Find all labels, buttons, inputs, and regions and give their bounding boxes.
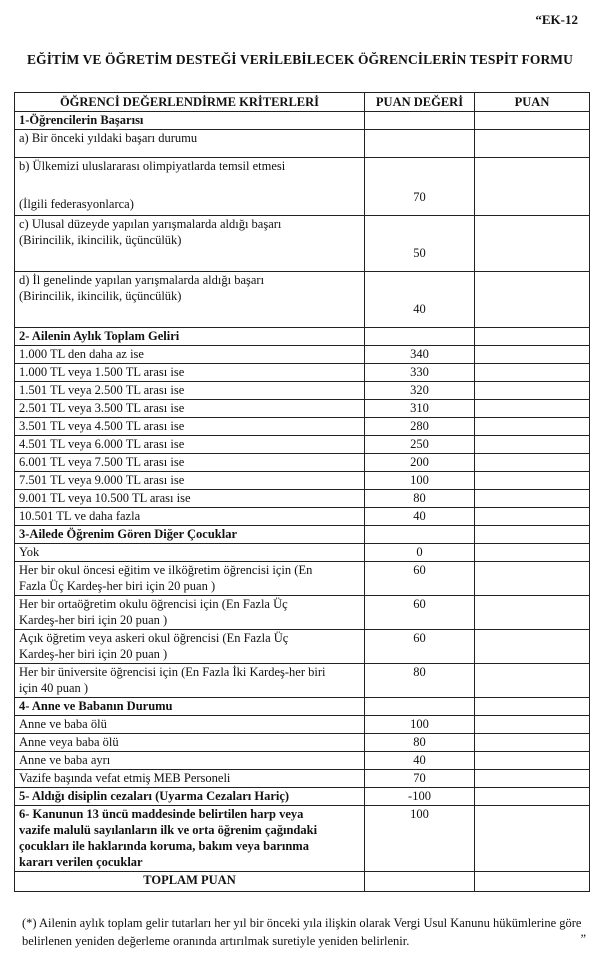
point-value: 250 (365, 436, 475, 454)
criterion-row (15, 544, 590, 562)
criterion-row (15, 272, 590, 328)
points-input-cell[interactable] (475, 664, 590, 698)
point-value: 50 (365, 216, 475, 272)
point-value: 80 (365, 490, 475, 508)
point-value: 100 (365, 472, 475, 490)
criterion-text-line: c) Ulusal düzeyde yapılan yarışmalarda aldığı başarı (19, 217, 282, 231)
criterion-row (15, 346, 590, 364)
law-article-points-cell[interactable] (475, 806, 590, 872)
points-input-cell[interactable] (475, 418, 590, 436)
criterion-label (15, 418, 365, 436)
criterion-label (15, 490, 365, 508)
criterion-text-line: (Birincilik, ikincilik, üçüncülük) (19, 289, 182, 303)
footnote: (*) Ailenin aylık toplam gelir tutarları her yıl bir önceki yıla ilişkin olarak Vergi Usul Kanunu hükümlerine göre belirlenen yeniden değerleme oranında artırılmak suretiyle yeniden belirlenir. (22, 916, 582, 948)
law-article-label (15, 806, 365, 872)
point-value: 320 (365, 382, 475, 400)
criterion-row (15, 664, 590, 698)
criterion-text-line: Açık öğretim veya askeri okul öğrencisi (En Fazla Üç (19, 631, 289, 645)
discipline-point-value: -100 (365, 788, 475, 806)
points-input-cell[interactable] (475, 630, 590, 664)
criterion-row (15, 130, 590, 158)
criterion-row (15, 630, 590, 664)
point-value: 100 (365, 716, 475, 734)
criterion-text-line: 1.501 TL veya 2.500 TL arası ise (19, 383, 185, 397)
section-header-row (15, 698, 590, 716)
point-value: 310 (365, 400, 475, 418)
criterion-text-line: Vazife başında vefat etmiş MEB Personeli (19, 771, 231, 785)
law-text-line: kararı verilen çocuklar (19, 855, 143, 869)
criterion-text-line: 2.501 TL veya 3.500 TL arası ise (19, 401, 185, 415)
points-input-cell[interactable] (475, 508, 590, 526)
criterion-text-line: Fazla Üç Kardeş-her biri için 20 puan ) (19, 579, 216, 593)
criterion-label (15, 752, 365, 770)
table-header-row (15, 93, 590, 112)
criterion-label (15, 716, 365, 734)
criterion-label (15, 346, 365, 364)
criterion-row (15, 158, 590, 216)
section-header-row (15, 112, 590, 130)
criterion-text-line: Kardeş-her biri için 20 puan ) (19, 613, 168, 627)
total-point-value-cell (365, 872, 475, 892)
points-input-cell[interactable] (475, 752, 590, 770)
criterion-label (15, 382, 365, 400)
law-text-line: 6- Kanunun 13 üncü maddesinde belirtilen harp veya (19, 807, 304, 821)
criterion-text-line: Anne ve baba ölü (19, 717, 107, 731)
section-points-cell (475, 698, 590, 716)
points-input-cell[interactable] (475, 346, 590, 364)
point-value: 70 (365, 770, 475, 788)
criterion-label (15, 596, 365, 630)
discipline-row (15, 788, 590, 806)
criterion-row (15, 454, 590, 472)
header-points: PUAN (475, 93, 590, 112)
criterion-label (15, 544, 365, 562)
criterion-text-line: a) Bir önceki yıldaki başarı durumu (19, 131, 198, 145)
section-points-cell (475, 328, 590, 346)
point-value: 340 (365, 346, 475, 364)
points-input-cell[interactable] (475, 364, 590, 382)
section-title: 1-Öğrencilerin Başarısı (15, 112, 365, 130)
criterion-text-line: Anne veya baba ölü (19, 735, 119, 749)
criterion-row (15, 490, 590, 508)
criterion-label (15, 664, 365, 698)
criterion-text-line: 9.001 TL veya 10.500 TL arası ise (19, 491, 191, 505)
criterion-row (15, 400, 590, 418)
point-value: 60 (365, 630, 475, 664)
total-points-cell[interactable] (475, 872, 590, 892)
criterion-label (15, 364, 365, 382)
criterion-row (15, 508, 590, 526)
points-input-cell[interactable] (475, 596, 590, 630)
section-points-cell (475, 526, 590, 544)
points-input-cell[interactable] (475, 272, 590, 328)
criterion-label (15, 454, 365, 472)
law-text-line: vazife malulü sayılanların ilk ve orta öğrenim çağındaki (19, 823, 318, 837)
point-value: 80 (365, 734, 475, 752)
criterion-text-line: Kardeş-her biri için 20 puan ) (19, 647, 168, 661)
section-point-value-cell (365, 526, 475, 544)
criterion-label (15, 158, 365, 216)
section-title: 3-Ailede Öğrenim Gören Diğer Çocuklar (15, 526, 365, 544)
criterion-text-line: 7.501 TL veya 9.000 TL arası ise (19, 473, 185, 487)
form-title: EĞİTİM VE ÖĞRETİM DESTEĞİ VERİLEBİLECEK ÖĞRENCİLERİN TESPİT FORMU (26, 52, 573, 67)
points-input-cell[interactable] (475, 770, 590, 788)
law-text-line: çocukları ile haklarında koruma, bakım veya barınma (19, 839, 309, 853)
criterion-row (15, 770, 590, 788)
point-value (365, 130, 475, 158)
section-point-value-cell (365, 112, 475, 130)
points-input-cell[interactable] (475, 216, 590, 272)
criterion-text-line: 1.000 TL den daha az ise (19, 347, 144, 361)
criterion-row (15, 734, 590, 752)
criterion-label (15, 272, 365, 328)
criterion-row (15, 418, 590, 436)
point-value: 60 (365, 596, 475, 630)
points-input-cell[interactable] (475, 716, 590, 734)
point-value: 70 (365, 158, 475, 216)
criterion-row (15, 562, 590, 596)
closing-quote: ” (580, 932, 586, 946)
criterion-text-line: (Birincilik, ikincilik, üçüncülük) (19, 233, 182, 247)
header-point-value: PUAN DEĞERİ (365, 93, 475, 112)
points-input-cell[interactable] (475, 158, 590, 216)
criterion-row (15, 716, 590, 734)
criterion-row (15, 596, 590, 630)
points-input-cell[interactable] (475, 544, 590, 562)
criterion-label (15, 562, 365, 596)
points-input-cell[interactable] (475, 400, 590, 418)
criterion-text-line: Her bir okul öncesi eğitim ve ilköğretim öğrencisi için (En (19, 563, 313, 577)
section-points-cell (475, 112, 590, 130)
section-point-value-cell (365, 328, 475, 346)
criterion-text-line: b) Ülkemizi uluslararası olimpiyatlarda temsil etmesi (19, 159, 286, 173)
criterion-text-line: 6.001 TL veya 7.500 TL arası ise (19, 455, 185, 469)
criterion-label (15, 734, 365, 752)
point-value: 40 (365, 272, 475, 328)
point-value: 80 (365, 664, 475, 698)
section-point-value-cell (365, 698, 475, 716)
criterion-text-line: 10.501 TL ve daha fazla (19, 509, 141, 523)
points-input-cell[interactable] (475, 734, 590, 752)
points-input-cell[interactable] (475, 130, 590, 158)
criterion-label (15, 770, 365, 788)
point-value: 280 (365, 418, 475, 436)
point-value: 60 (365, 562, 475, 596)
points-input-cell[interactable] (475, 454, 590, 472)
point-value: 40 (365, 752, 475, 770)
point-value: 40 (365, 508, 475, 526)
point-value: 330 (365, 364, 475, 382)
criterion-row (15, 436, 590, 454)
criterion-text-line: Anne ve baba ayrı (19, 753, 111, 767)
discipline-label: 5- Aldığı disiplin cezaları (Uyarma Cezaları Hariç) (15, 788, 365, 806)
criterion-text-line: Yok (19, 545, 40, 559)
criterion-text-line: Her bir ortaöğretim okulu öğrencisi için (En Fazla Üç (19, 597, 288, 611)
criterion-text-line: (İlgili federasyonlarca) (19, 197, 134, 211)
header-criteria: ÖĞRENCİ DEĞERLENDİRME KRİTERLERİ (15, 93, 365, 112)
discipline-points-cell[interactable] (475, 788, 590, 806)
annex-label: “EK-12 (535, 12, 578, 27)
criterion-text-line: 4.501 TL veya 6.000 TL arası ise (19, 437, 185, 451)
criterion-row (15, 752, 590, 770)
criterion-label (15, 508, 365, 526)
criterion-label (15, 472, 365, 490)
criterion-text-line: 1.000 TL veya 1.500 TL arası ise (19, 365, 185, 379)
point-value: 0 (365, 544, 475, 562)
criterion-label (15, 130, 365, 158)
section-title: 2- Ailenin Aylık Toplam Geliri (15, 328, 365, 346)
law-article-point-value: 100 (365, 806, 475, 872)
criterion-row (15, 382, 590, 400)
criterion-row (15, 364, 590, 382)
criterion-text-line: 3.501 TL veya 4.500 TL arası ise (19, 419, 185, 433)
section-header-row (15, 526, 590, 544)
criterion-text-line: d) İl genelinde yapılan yarışmalarda aldığı başarı (19, 273, 265, 287)
criterion-text-line: Her bir üniversite öğrencisi için (En Fazla İki Kardeş-her biri (19, 665, 326, 679)
criterion-row (15, 216, 590, 272)
criterion-label (15, 400, 365, 418)
criterion-text-line: için 40 puan ) (19, 681, 89, 695)
law-article-row (15, 806, 590, 872)
criterion-row (15, 472, 590, 490)
points-input-cell[interactable] (475, 436, 590, 454)
criterion-label (15, 630, 365, 664)
criterion-label (15, 436, 365, 454)
section-header-row (15, 328, 590, 346)
points-input-cell[interactable] (475, 382, 590, 400)
section-title: 4- Anne ve Babanın Durumu (15, 698, 365, 716)
total-label: TOPLAM PUAN (15, 872, 365, 892)
total-row (15, 872, 590, 892)
point-value: 200 (365, 454, 475, 472)
points-input-cell[interactable] (475, 472, 590, 490)
criterion-label (15, 216, 365, 272)
points-input-cell[interactable] (475, 490, 590, 508)
points-input-cell[interactable] (475, 562, 590, 596)
criteria-table (14, 92, 590, 892)
